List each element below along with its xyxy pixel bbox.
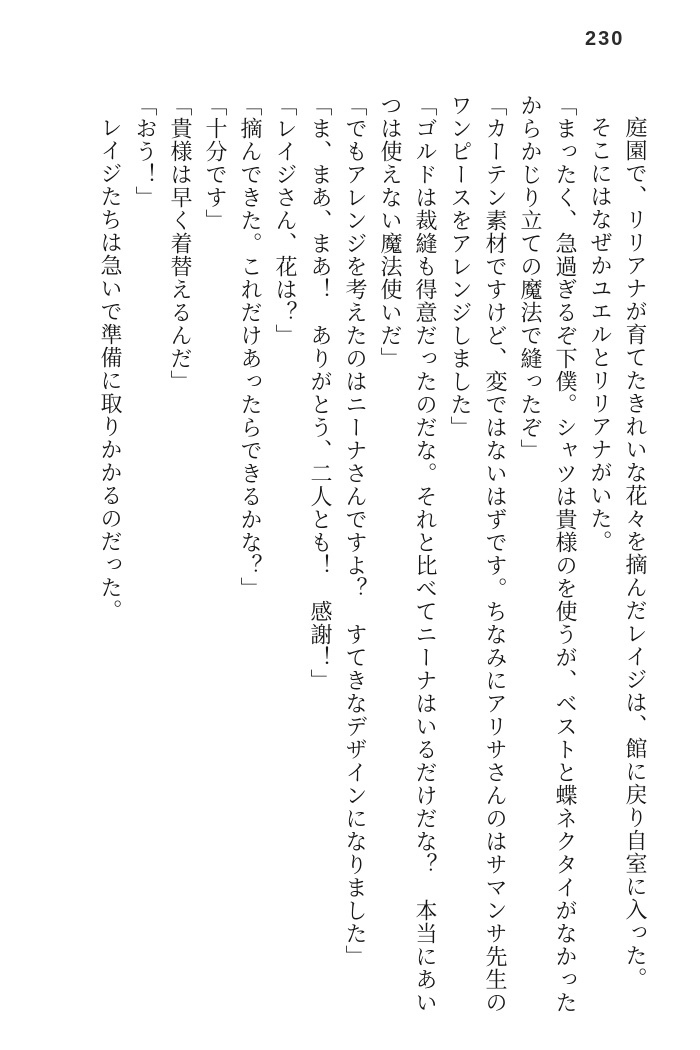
novel-text-block — [93, 94, 653, 1018]
paragraph-dialogue: 「おう！」 — [133, 94, 158, 209]
paragraph-narration: そこにはなぜかユエルとリリアナがいた。 — [588, 116, 613, 553]
paragraph-dialogue: 「まったく、急過ぎるぞ下僕。シャツは貴様のを使うが、ベストと蝶ネクタイがなかったからかじり立ての魔法で縫ったぞ」 — [518, 94, 578, 1014]
paragraph-dialogue: 「ゴルドは裁縫も得意だったのだな。それと比べてニーナはいるだけだな？ 本当にあいつは使えない魔法使いだ」 — [378, 94, 438, 1014]
paragraph-dialogue: 「摘んできた。これだけあったらできるかな？」 — [238, 94, 263, 600]
paragraph-dialogue: 「貴様は早く着替えるんだ」 — [168, 94, 193, 393]
paragraph-narration: 庭園で、リリアナが育てたきれいな花々を摘んだレイジは、館に戻り自室に入った。 — [623, 116, 648, 990]
paragraph-dialogue: 「レイジさん、花は？」 — [273, 94, 298, 347]
paragraph-dialogue: 「ま、まあ、まあ！ ありがとう、二人とも！ 感謝！」 — [308, 94, 333, 692]
paragraph-dialogue: 「でもアレンジを考えたのはニーナさんですよ？ すてきなデザインになりました」 — [343, 94, 368, 968]
page-number: 230 — [585, 28, 625, 50]
paragraph-dialogue: 「十分です」 — [203, 94, 228, 232]
paragraph-dialogue: 「カーテン素材ですけど、変ではないはずです。ちなみにアリサさんのはサマンサ先生のワンピースをアレンジしました」 — [448, 94, 508, 1014]
paragraph-narration: レイジたちは急いで準備に取りかかるのだった。 — [98, 116, 123, 622]
